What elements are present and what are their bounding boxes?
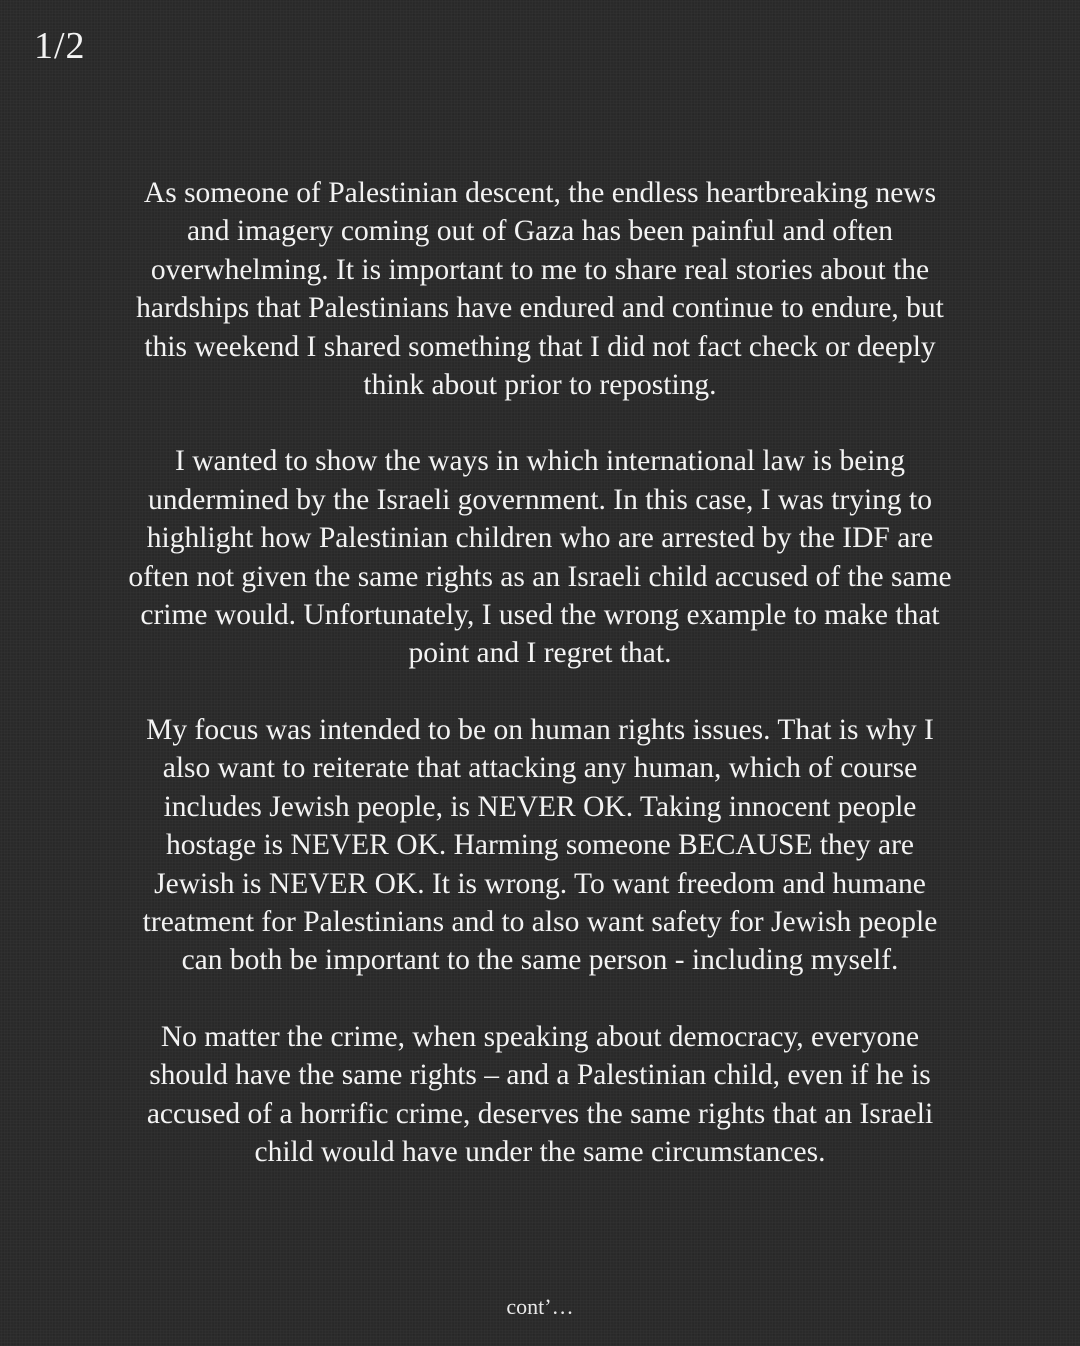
- paragraph-line: overwhelming. It is important to me to share real stories about the: [150, 253, 930, 286]
- paragraph-line: hostage is NEVER OK. Harming someone BECAUSE they are: [165, 829, 915, 862]
- paragraph-4: [60, 1018, 1020, 1172]
- paragraph-1: [60, 174, 1020, 404]
- paragraph-line: also want to reiterate that attacking any human, which of course: [162, 752, 918, 785]
- page-number: 1/2: [34, 25, 86, 67]
- paragraph-line: I wanted to show the ways in which international law is being: [175, 445, 905, 478]
- paragraph-line: highlight how Palestinian children who are arrested by the IDF are: [146, 522, 934, 555]
- paragraph-line: Jewish is NEVER OK. It is wrong. To want freedom and humane: [154, 867, 926, 900]
- paragraph-line: point and I regret that.: [408, 637, 672, 670]
- paragraph-line: treatment for Palestinians and to also want safety for Jewish people: [142, 905, 938, 938]
- paragraph-line: No matter the crime, when speaking about democracy, everyone: [160, 1020, 920, 1053]
- paragraph-line: includes Jewish people, is NEVER OK. Taking innocent people: [163, 790, 917, 823]
- paragraph-line: and imagery coming out of Gaza has been painful and often: [186, 215, 894, 248]
- continuation-note: cont’…: [506, 1294, 574, 1319]
- paragraph-line: this weekend I shared something that I did not fact check or deeply: [144, 330, 936, 363]
- paragraph-line: hardships that Palestinians have endured and continue to endure, but: [136, 292, 944, 325]
- paragraph-3: [60, 711, 1020, 980]
- paragraph-line: undermined by the Israeli government. In this case, I was trying to: [148, 483, 932, 516]
- paragraph-line: often not given the same rights as an Israeli child accused of the same: [128, 560, 952, 593]
- paragraph-line: can both be important to the same person - including myself.: [181, 944, 899, 977]
- paragraph-line: think about prior to reposting.: [363, 369, 717, 402]
- paragraph-2: [60, 442, 1020, 672]
- statement-body: [60, 174, 1020, 1209]
- paragraph-line: As someone of Palestinian descent, the endless heartbreaking news: [143, 177, 937, 209]
- paragraph-line: My focus was intended to be on human rights issues. That is why I: [146, 713, 934, 746]
- paragraph-line: child would have under the same circumstances.: [254, 1135, 826, 1168]
- paragraph-line: accused of a horrific crime, deserves the same rights that an Israeli: [146, 1097, 934, 1130]
- paragraph-line: should have the same rights – and a Palestinian child, even if he is: [149, 1059, 931, 1092]
- paragraph-line: crime would. Unfortunately, I used the wrong example to make that: [140, 599, 940, 632]
